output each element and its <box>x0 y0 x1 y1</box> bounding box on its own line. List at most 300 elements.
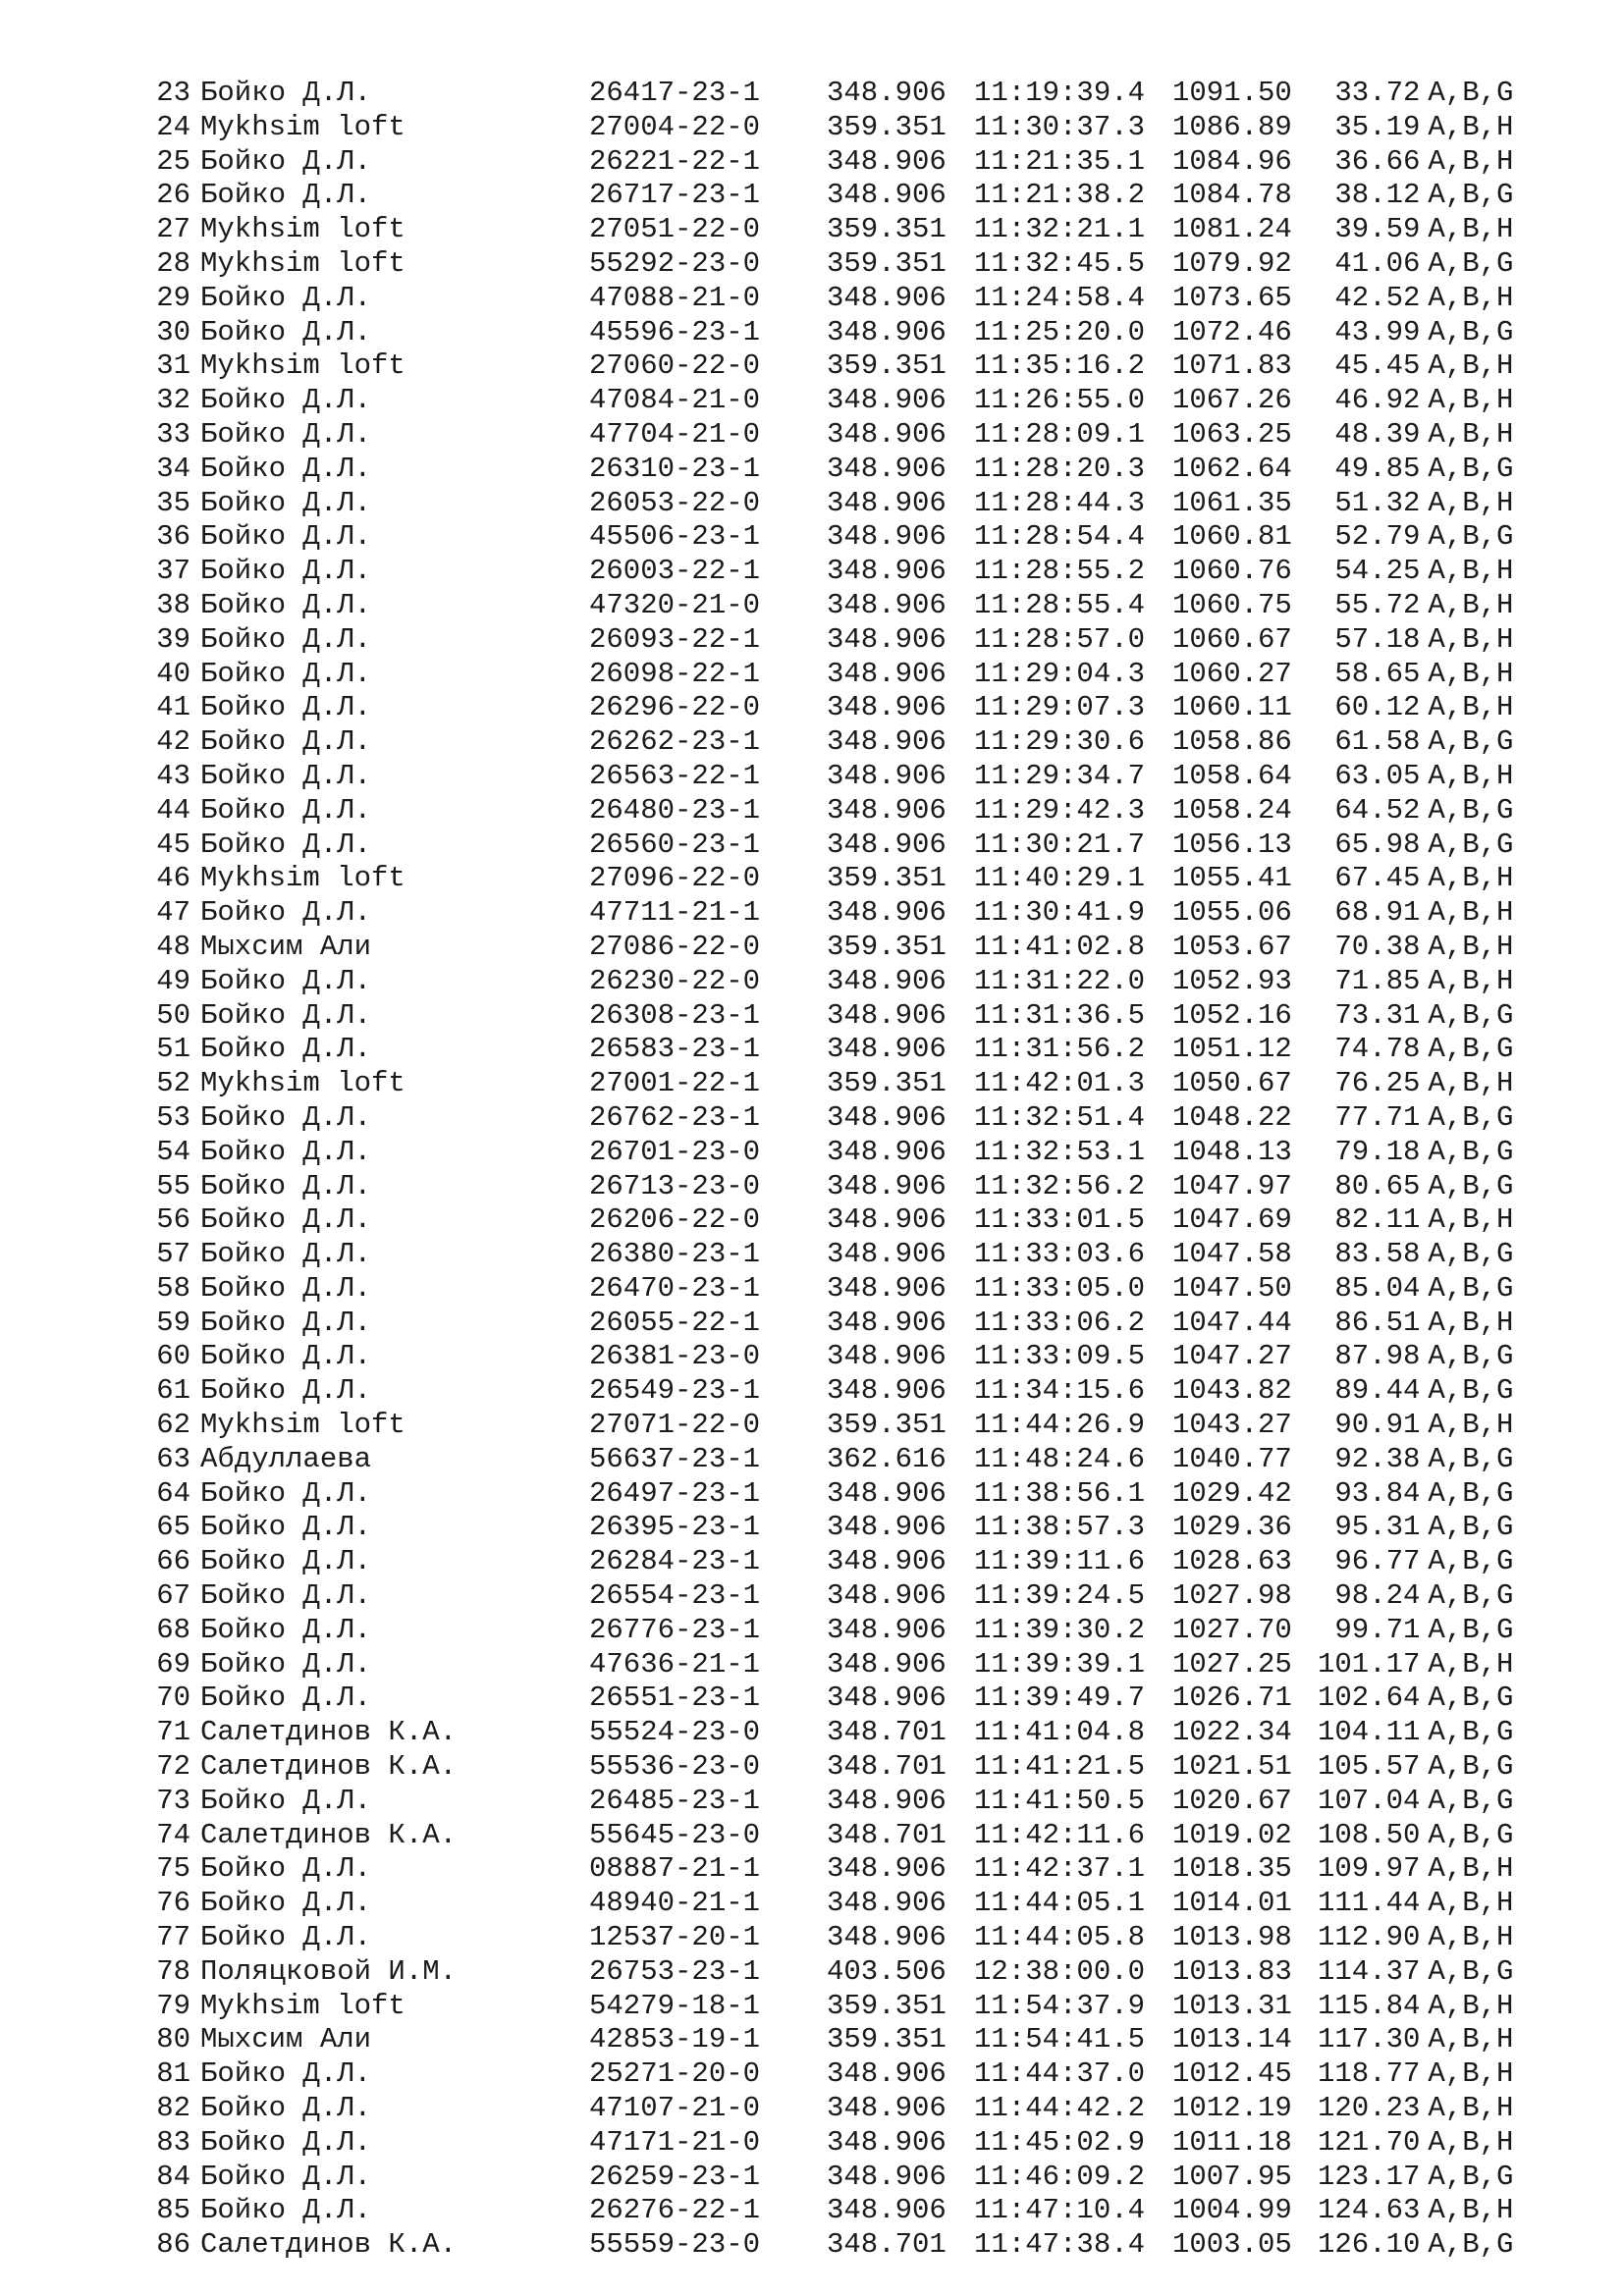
arrival-time: 11:30:41.9 <box>974 896 1146 930</box>
fancier-name: Бойко Д.Л. <box>200 1238 372 1271</box>
distance: 348.906 <box>827 77 947 109</box>
coefficient: 73.31 <box>1334 998 1421 1032</box>
arrival-time: 11:28:54.4 <box>974 520 1146 554</box>
fancier-name: Бойко Д.Л. <box>200 1340 372 1373</box>
coefficient: 96.77 <box>1334 1545 1421 1578</box>
ring-number: 26480-23-1 <box>589 793 761 827</box>
distance: 348.906 <box>827 1100 947 1134</box>
arrival-time: 11:33:09.5 <box>974 1340 1146 1373</box>
distance: 359.351 <box>827 930 947 963</box>
fancier-name: Салетдинов К.А. <box>200 1750 458 1784</box>
place-number: 40 <box>156 657 190 690</box>
speed: 1081.24 <box>1172 213 1292 246</box>
category-flags: A,B,G <box>1428 1476 1514 1510</box>
table-row <box>147 725 1536 760</box>
distance: 359.351 <box>827 110 947 143</box>
category-flags: A,B,H <box>1428 1067 1514 1100</box>
place-number: 85 <box>156 2194 190 2227</box>
distance: 348.906 <box>827 2194 947 2227</box>
arrival-time: 11:38:57.3 <box>974 1511 1146 1544</box>
coefficient: 57.18 <box>1334 622 1421 656</box>
category-flags: A,B,H <box>1428 691 1514 724</box>
category-flags: A,B,G <box>1428 1442 1514 1475</box>
place-number: 30 <box>156 315 190 348</box>
category-flags: A,B,G <box>1428 315 1514 348</box>
place-number: 79 <box>156 1989 190 2022</box>
coefficient: 109.97 <box>1318 1852 1421 1886</box>
arrival-time: 11:54:41.5 <box>974 2023 1146 2056</box>
speed: 1047.97 <box>1172 1169 1292 1202</box>
table-row <box>147 1136 1536 1170</box>
coefficient: 79.18 <box>1334 1135 1421 1168</box>
fancier-name: Бойко Д.Л. <box>200 1784 372 1817</box>
coefficient: 85.04 <box>1334 1271 1421 1305</box>
table-row <box>147 2126 1536 2161</box>
coefficient: 95.31 <box>1334 1511 1421 1544</box>
category-flags: A,B,H <box>1428 1306 1514 1339</box>
fancier-name: Бойко Д.Л. <box>200 725 372 759</box>
category-flags: A,B,H <box>1428 759 1514 792</box>
ring-number: 26221-22-1 <box>589 144 761 178</box>
arrival-time: 11:35:16.2 <box>974 349 1146 383</box>
category-flags: A,B,H <box>1428 2023 1514 2056</box>
category-flags: A,B,G <box>1428 246 1514 280</box>
category-flags: A,B,H <box>1428 1647 1514 1681</box>
speed: 1062.64 <box>1172 452 1292 485</box>
ring-number: 27051-22-0 <box>589 213 761 246</box>
arrival-time: 11:31:36.5 <box>974 998 1146 1032</box>
category-flags: A,B,G <box>1428 1340 1514 1373</box>
place-number: 23 <box>156 77 190 109</box>
speed: 1018.35 <box>1172 1852 1292 1886</box>
arrival-time: 11:41:04.8 <box>974 1716 1146 1749</box>
speed: 1026.71 <box>1172 1682 1292 1715</box>
speed: 1086.89 <box>1172 110 1292 143</box>
speed: 1058.64 <box>1172 759 1292 792</box>
fancier-name: Mykhsim loft <box>200 110 406 143</box>
speed: 1020.67 <box>1172 1784 1292 1817</box>
speed: 1058.24 <box>1172 793 1292 827</box>
speed: 1052.16 <box>1172 998 1292 1032</box>
coefficient: 46.92 <box>1334 384 1421 417</box>
fancier-name: Бойко Д.Л. <box>200 1682 372 1715</box>
ring-number: 26470-23-1 <box>589 1271 761 1305</box>
coefficient: 83.58 <box>1334 1238 1421 1271</box>
arrival-time: 11:29:34.7 <box>974 759 1146 792</box>
place-number: 32 <box>156 384 190 417</box>
distance: 348.906 <box>827 1238 947 1271</box>
table-row <box>147 1750 1536 1785</box>
distance: 348.906 <box>827 486 947 519</box>
coefficient: 67.45 <box>1334 862 1421 895</box>
coefficient: 112.90 <box>1318 1921 1421 1954</box>
table-row <box>147 794 1536 828</box>
table-row <box>147 1170 1536 1204</box>
distance: 362.616 <box>827 1442 947 1475</box>
coefficient: 48.39 <box>1334 417 1421 451</box>
ring-number: 26296-22-0 <box>589 691 761 724</box>
coefficient: 35.19 <box>1334 110 1421 143</box>
table-row <box>147 2161 1536 2195</box>
fancier-name: Бойко Д.Л. <box>200 1306 372 1339</box>
fancier-name: Бойко Д.Л. <box>200 896 372 930</box>
arrival-time: 11:28:55.4 <box>974 588 1146 621</box>
place-number: 64 <box>156 1476 190 1510</box>
place-number: 82 <box>156 2092 190 2125</box>
ring-number: 47711-21-1 <box>589 896 761 930</box>
place-number: 49 <box>156 964 190 997</box>
table-row <box>147 179 1536 213</box>
distance: 348.906 <box>827 179 947 212</box>
distance: 348.906 <box>827 1340 947 1373</box>
fancier-name: Бойко Д.Л. <box>200 1271 372 1305</box>
table-row <box>147 555 1536 589</box>
ring-number: 26395-23-1 <box>589 1511 761 1544</box>
table-row <box>147 999 1536 1034</box>
fancier-name: Бойко Д.Л. <box>200 1921 372 1954</box>
place-number: 71 <box>156 1716 190 1749</box>
distance: 348.906 <box>827 1169 947 1202</box>
speed: 1029.42 <box>1172 1476 1292 1510</box>
ring-number: 26551-23-1 <box>589 1682 761 1715</box>
arrival-time: 11:21:38.2 <box>974 179 1146 212</box>
table-row <box>147 896 1536 931</box>
arrival-time: 11:31:22.0 <box>974 964 1146 997</box>
fancier-name: Бойко Д.Л. <box>200 2160 372 2193</box>
arrival-time: 11:41:02.8 <box>974 930 1146 963</box>
category-flags: A,B,G <box>1428 520 1514 554</box>
category-flags: A,B,G <box>1428 1271 1514 1305</box>
category-flags: A,B,H <box>1428 588 1514 621</box>
speed: 1055.06 <box>1172 896 1292 930</box>
speed: 1004.99 <box>1172 2194 1292 2227</box>
fancier-name: Бойко Д.Л. <box>200 964 372 997</box>
category-flags: A,B,H <box>1428 417 1514 451</box>
speed: 1027.98 <box>1172 1579 1292 1613</box>
coefficient: 118.77 <box>1318 2057 1421 2091</box>
arrival-time: 11:44:05.8 <box>974 1921 1146 1954</box>
place-number: 51 <box>156 1033 190 1066</box>
place-number: 36 <box>156 520 190 554</box>
distance: 359.351 <box>827 862 947 895</box>
speed: 1040.77 <box>1172 1442 1292 1475</box>
fancier-name: Бойко Д.Л. <box>200 1511 372 1544</box>
ring-number: 27060-22-0 <box>589 349 761 383</box>
place-number: 50 <box>156 998 190 1032</box>
arrival-time: 12:38:00.0 <box>974 1954 1146 1988</box>
fancier-name: Mykhsim loft <box>200 1989 406 2022</box>
fancier-name: Mykhsim loft <box>200 213 406 246</box>
distance: 348.906 <box>827 2160 947 2193</box>
category-flags: A,B,G <box>1428 998 1514 1032</box>
coefficient: 89.44 <box>1334 1374 1421 1408</box>
table-row <box>147 1819 1536 1853</box>
category-flags: A,B,H <box>1428 1409 1514 1442</box>
arrival-time: 11:39:30.2 <box>974 1613 1146 1646</box>
fancier-name: Бойко Д.Л. <box>200 622 372 656</box>
distance: 348.906 <box>827 828 947 861</box>
fancier-name: Бойко Д.Л. <box>200 384 372 417</box>
place-number: 27 <box>156 213 190 246</box>
fancier-name: Бойко Д.Л. <box>200 1476 372 1510</box>
distance: 348.906 <box>827 144 947 178</box>
category-flags: A,B,H <box>1428 1887 1514 1920</box>
place-number: 70 <box>156 1682 190 1715</box>
distance: 348.906 <box>827 1374 947 1408</box>
table-row <box>147 1203 1536 1238</box>
coefficient: 77.71 <box>1334 1100 1421 1134</box>
arrival-time: 11:33:06.2 <box>974 1306 1146 1339</box>
speed: 1084.78 <box>1172 179 1292 212</box>
category-flags: A,B,G <box>1428 1579 1514 1613</box>
category-flags: A,B,G <box>1428 1613 1514 1646</box>
coefficient: 121.70 <box>1318 2125 1421 2159</box>
distance: 348.906 <box>827 2125 947 2159</box>
place-number: 26 <box>156 179 190 212</box>
place-number: 81 <box>156 2057 190 2091</box>
ring-number: 26417-23-1 <box>589 77 761 109</box>
arrival-time: 11:47:10.4 <box>974 2194 1146 2227</box>
arrival-time: 11:42:01.3 <box>974 1067 1146 1100</box>
fancier-name: Mykhsim loft <box>200 246 406 280</box>
arrival-time: 11:34:15.6 <box>974 1374 1146 1408</box>
place-number: 57 <box>156 1238 190 1271</box>
coefficient: 107.04 <box>1318 1784 1421 1817</box>
arrival-time: 11:54:37.9 <box>974 1989 1146 2022</box>
coefficient: 104.11 <box>1318 1716 1421 1749</box>
place-number: 72 <box>156 1750 190 1784</box>
arrival-time: 11:47:38.4 <box>974 2228 1146 2262</box>
distance: 348.906 <box>827 998 947 1032</box>
category-flags: A,B,H <box>1428 2194 1514 2227</box>
speed: 1047.58 <box>1172 1238 1292 1271</box>
ring-number: 26549-23-1 <box>589 1374 761 1408</box>
distance: 348.701 <box>827 1818 947 1851</box>
ring-number: 45506-23-1 <box>589 520 761 554</box>
fancier-name: Бойко Д.Л. <box>200 1579 372 1613</box>
ring-number: 47636-21-1 <box>589 1647 761 1681</box>
results-table <box>147 77 1536 2263</box>
place-number: 67 <box>156 1579 190 1613</box>
category-flags: A,B,H <box>1428 1203 1514 1237</box>
table-row <box>147 1443 1536 1477</box>
fancier-name: Бойко Д.Л. <box>200 452 372 485</box>
fancier-name: Бойко Д.Л. <box>200 691 372 724</box>
speed: 1067.26 <box>1172 384 1292 417</box>
fancier-name: Бойко Д.Л. <box>200 1887 372 1920</box>
coefficient: 61.58 <box>1334 725 1421 759</box>
arrival-time: 11:44:42.2 <box>974 2092 1146 2125</box>
distance: 348.906 <box>827 315 947 348</box>
table-row <box>147 1545 1536 1579</box>
ring-number: 55292-23-0 <box>589 246 761 280</box>
fancier-name: Мыхсим Али <box>200 930 372 963</box>
distance: 348.701 <box>827 1750 947 1784</box>
speed: 1019.02 <box>1172 1818 1292 1851</box>
table-row <box>147 247 1536 282</box>
fancier-name: Поляцковой И.М. <box>200 1954 458 1988</box>
speed: 1053.67 <box>1172 930 1292 963</box>
table-row <box>147 760 1536 794</box>
arrival-time: 11:33:05.0 <box>974 1271 1146 1305</box>
arrival-time: 11:39:49.7 <box>974 1682 1146 1715</box>
fancier-name: Бойко Д.Л. <box>200 555 372 588</box>
category-flags: A,B,G <box>1428 1750 1514 1784</box>
category-flags: A,B,G <box>1428 725 1514 759</box>
place-number: 59 <box>156 1306 190 1339</box>
arrival-time: 11:33:03.6 <box>974 1238 1146 1271</box>
fancier-name: Мыхсим Али <box>200 2023 372 2056</box>
category-flags: A,B,G <box>1428 1374 1514 1408</box>
speed: 1060.76 <box>1172 555 1292 588</box>
table-row <box>147 1990 1536 2024</box>
speed: 1014.01 <box>1172 1887 1292 1920</box>
ring-number: 55645-23-0 <box>589 1818 761 1851</box>
speed: 1051.12 <box>1172 1033 1292 1066</box>
ring-number: 47107-21-0 <box>589 2092 761 2125</box>
ring-number: 54279-18-1 <box>589 1989 761 2022</box>
speed: 1043.27 <box>1172 1409 1292 1442</box>
coefficient: 115.84 <box>1318 1989 1421 2022</box>
distance: 348.701 <box>827 1716 947 1749</box>
coefficient: 98.24 <box>1334 1579 1421 1613</box>
coefficient: 43.99 <box>1334 315 1421 348</box>
ring-number: 27001-22-1 <box>589 1067 761 1100</box>
fancier-name: Бойко Д.Л. <box>200 828 372 861</box>
category-flags: A,B,G <box>1428 1545 1514 1578</box>
place-number: 34 <box>156 452 190 485</box>
coefficient: 68.91 <box>1334 896 1421 930</box>
distance: 359.351 <box>827 1409 947 1442</box>
ring-number: 26762-23-1 <box>589 1100 761 1134</box>
distance: 348.906 <box>827 1887 947 1920</box>
category-flags: A,B,G <box>1428 1238 1514 1271</box>
distance: 348.906 <box>827 896 947 930</box>
fancier-name: Бойко Д.Л. <box>200 1647 372 1681</box>
coefficient: 49.85 <box>1334 452 1421 485</box>
fancier-name: Бойко Д.Л. <box>200 417 372 451</box>
speed: 1063.25 <box>1172 417 1292 451</box>
coefficient: 65.98 <box>1334 828 1421 861</box>
table-row <box>147 520 1536 555</box>
speed: 1048.13 <box>1172 1135 1292 1168</box>
speed: 1043.82 <box>1172 1374 1292 1408</box>
speed: 1047.69 <box>1172 1203 1292 1237</box>
ring-number: 47704-21-0 <box>589 417 761 451</box>
speed: 1012.45 <box>1172 2057 1292 2091</box>
category-flags: A,B,H <box>1428 349 1514 383</box>
table-row <box>147 828 1536 863</box>
distance: 348.906 <box>827 1271 947 1305</box>
ring-number: 47171-21-0 <box>589 2125 761 2159</box>
arrival-time: 11:44:37.0 <box>974 2057 1146 2091</box>
speed: 1079.92 <box>1172 246 1292 280</box>
table-row <box>147 1955 1536 1990</box>
table-row <box>147 2228 1536 2263</box>
arrival-time: 11:29:30.6 <box>974 725 1146 759</box>
speed: 1058.86 <box>1172 725 1292 759</box>
ring-number: 26717-23-1 <box>589 179 761 212</box>
ring-number: 26776-23-1 <box>589 1613 761 1646</box>
table-row <box>147 418 1536 453</box>
coefficient: 39.59 <box>1334 213 1421 246</box>
arrival-time: 11:45:02.9 <box>974 2125 1146 2159</box>
category-flags: A,B,H <box>1428 622 1514 656</box>
distance: 348.906 <box>827 1306 947 1339</box>
ring-number: 26713-23-0 <box>589 1169 761 1202</box>
place-number: 69 <box>156 1647 190 1681</box>
speed: 1027.25 <box>1172 1647 1292 1681</box>
distance: 348.906 <box>827 793 947 827</box>
coefficient: 80.65 <box>1334 1169 1421 1202</box>
distance: 348.906 <box>827 281 947 314</box>
category-flags: A,B,H <box>1428 1921 1514 1954</box>
coefficient: 36.66 <box>1334 144 1421 178</box>
category-flags: A,B,G <box>1428 1682 1514 1715</box>
arrival-time: 11:38:56.1 <box>974 1476 1146 1510</box>
fancier-name: Бойко Д.Л. <box>200 793 372 827</box>
arrival-time: 11:40:29.1 <box>974 862 1146 895</box>
distance: 348.906 <box>827 588 947 621</box>
place-number: 46 <box>156 862 190 895</box>
category-flags: A,B,H <box>1428 2057 1514 2091</box>
ring-number: 26003-22-1 <box>589 555 761 588</box>
table-row <box>147 1272 1536 1307</box>
ring-number: 27086-22-0 <box>589 930 761 963</box>
distance: 348.906 <box>827 1682 947 1715</box>
distance: 348.906 <box>827 2057 947 2091</box>
fancier-name: Бойко Д.Л. <box>200 1135 372 1168</box>
category-flags: A,B,H <box>1428 930 1514 963</box>
speed: 1047.44 <box>1172 1306 1292 1339</box>
coefficient: 63.05 <box>1334 759 1421 792</box>
place-number: 63 <box>156 1442 190 1475</box>
table-row <box>147 965 1536 999</box>
ring-number: 42853-19-1 <box>589 2023 761 2056</box>
arrival-time: 11:42:11.6 <box>974 1818 1146 1851</box>
place-number: 29 <box>156 281 190 314</box>
place-number: 84 <box>156 2160 190 2193</box>
category-flags: A,B,H <box>1428 281 1514 314</box>
coefficient: 33.72 <box>1334 77 1421 109</box>
fancier-name: Бойко Д.Л. <box>200 486 372 519</box>
ring-number: 26554-23-1 <box>589 1579 761 1613</box>
speed: 1013.14 <box>1172 2023 1292 2056</box>
table-row <box>147 1511 1536 1545</box>
fancier-name: Бойко Д.Л. <box>200 588 372 621</box>
fancier-name: Бойко Д.Л. <box>200 2194 372 2227</box>
fancier-name: Бойко Д.Л. <box>200 1033 372 1066</box>
table-row <box>147 1374 1536 1409</box>
ring-number: 47320-21-0 <box>589 588 761 621</box>
arrival-time: 11:24:58.4 <box>974 281 1146 314</box>
speed: 1047.50 <box>1172 1271 1292 1305</box>
coefficient: 90.91 <box>1334 1409 1421 1442</box>
coefficient: 64.52 <box>1334 793 1421 827</box>
fancier-name: Бойко Д.Л. <box>200 1545 372 1578</box>
arrival-time: 11:28:55.2 <box>974 555 1146 588</box>
ring-number: 55524-23-0 <box>589 1716 761 1749</box>
fancier-name: Бойко Д.Л. <box>200 520 372 554</box>
ring-number: 48940-21-1 <box>589 1887 761 1920</box>
coefficient: 55.72 <box>1334 588 1421 621</box>
category-flags: A,B,G <box>1428 1954 1514 1988</box>
table-row <box>147 2092 1536 2126</box>
coefficient: 74.78 <box>1334 1033 1421 1066</box>
distance: 348.906 <box>827 555 947 588</box>
distance: 348.906 <box>827 1647 947 1681</box>
category-flags: A,B,H <box>1428 2092 1514 2125</box>
